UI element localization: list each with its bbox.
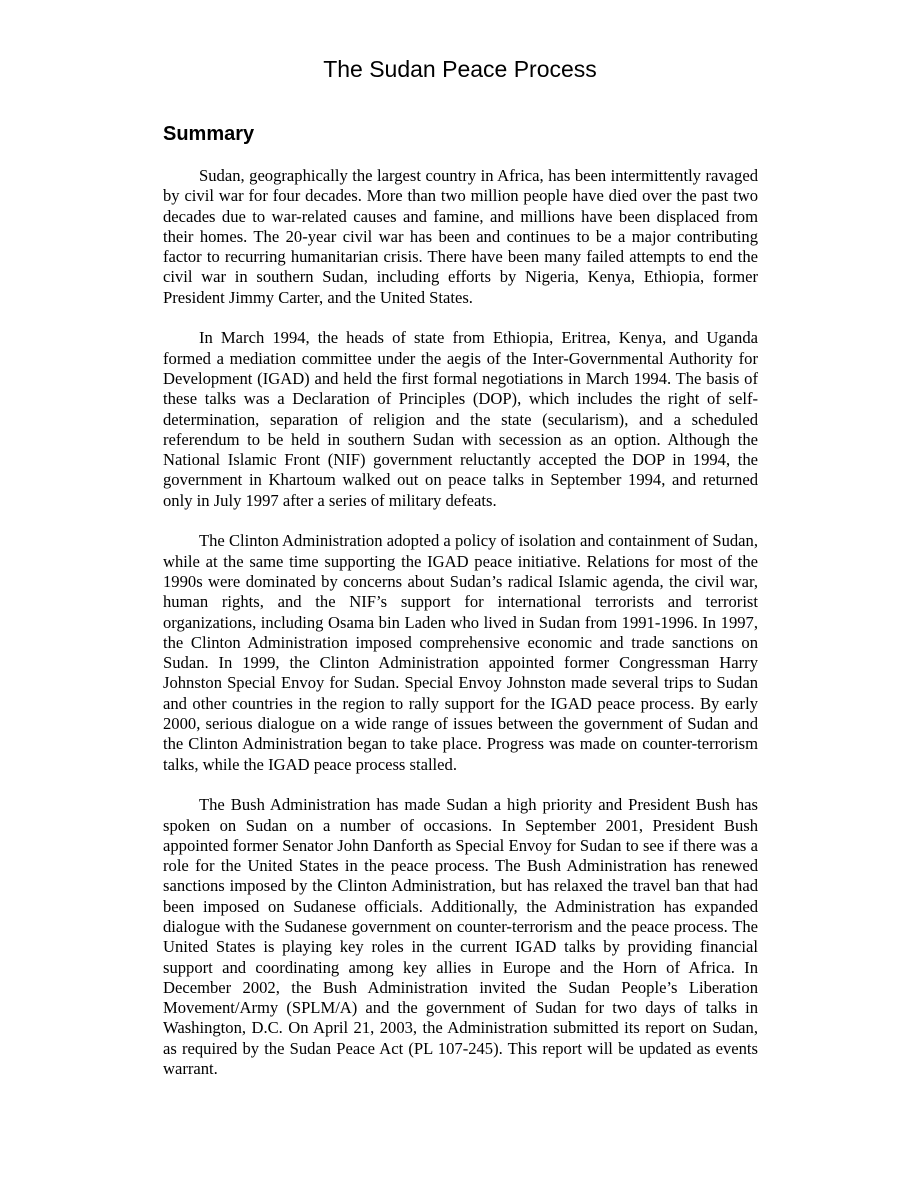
- section-heading-summary: Summary: [163, 123, 255, 145]
- paragraph-1: Sudan, geographically the largest country in Africa, has been intermittently ravaged by civil war for four decades. More than two million people have died over the past two decades due to war-related causes and famine, and millions have been displaced from their homes. The 20-year civil war has been and continues to be a major contributing factor to recurring humanitarian crisis. There have been many failed attempts to end the civil war in southern Sudan, including efforts by Nigeria, Kenya, Ethiopia, former President Jimmy Carter, and the United States.: [163, 166, 758, 307]
- document-title: The Sudan Peace Process: [323, 56, 597, 82]
- paragraph-3: The Clinton Administration adopted a policy of isolation and containment of Sudan, while at the same time supporting the IGAD peace initiative. Relations for most of the 1990s were dominated by concerns about Sudan’s radical Islamic agenda, the civil war, human rights, and the NIF’s support for international terrorists and terrorist organizations, including Osama bin Laden who lived in Sudan from 1991-1996. In 1997, the Clinton Administration imposed comprehensive economic and trade sanctions on Sudan. In 1999, the Clinton Administration appointed former Congressman Harry Johnston Special Envoy for Sudan. Special Envoy Johnston made several trips to Sudan and other countries in the region to rally support for the IGAD peace process. By early 2000, serious dialogue on a wide range of issues between the government of Sudan and the Clinton Administration began to take place. Progress was made on counter-terrorism talks, while the IGAD peace process stalled.: [163, 531, 758, 774]
- paragraph-4: The Bush Administration has made Sudan a high priority and President Bush has spoken on Sudan on a number of occasions. In September 2001, President Bush appointed former Senator John Danforth as Special Envoy for Sudan to see if there was a role for the United States in the peace process. The Bush Administration has renewed sanctions imposed by the Clinton Administration, but has relaxed the travel ban that had been imposed on Sudanese officials. Additionally, the Administration has expanded dialogue with the Sudanese government on counter-terrorism and the peace process. The United States is playing key roles in the current IGAD talks by providing financial support and coordinating among key allies in Europe and the Horn of Africa. In December 2002, the Bush Administration invited the Sudan People’s Liberation Movement/Army (SPLM/A) and the government of Sudan for two days of talks in Washington, D.C. On April 21, 2003, the Administration submitted its report on Sudan, as required by the Sudan Peace Act (PL 107-245). This report will be updated as events warrant.: [163, 795, 758, 1079]
- summary-body: [163, 166, 758, 1100]
- paragraph-2: In March 1994, the heads of state from Ethiopia, Eritrea, Kenya, and Uganda formed a mediation committee under the aegis of the Inter-Governmental Authority for Development (IGAD) and held the first formal negotiations in March 1994. The basis of these talks was a Declaration of Principles (DOP), which includes the right of self-determination, separation of religion and the state (secularism), and a scheduled referendum to be held in southern Sudan with secession as an option. Although the National Islamic Front (NIF) government reluctantly accepted the DOP in 1994, the government in Khartoum walked out on peace talks in September 1994, and returned only in July 1997 after a series of military defeats.: [163, 328, 758, 510]
